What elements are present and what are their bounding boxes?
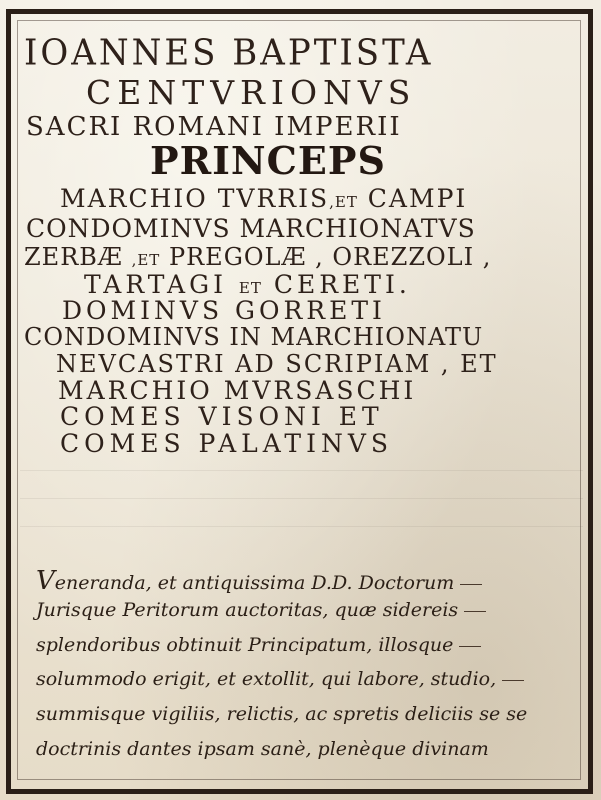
script-line: summisque vigiliis, relictis, ac spretis deliciis se se <box>36 703 528 725</box>
line-filler <box>460 584 482 585</box>
heading-line: CONDOMINVS MARCHIONATVS <box>26 214 476 243</box>
heading-line: CONDOMINVS IN MARCHIONATU <box>24 323 484 351</box>
heading-title: PRINCEPS <box>150 138 386 183</box>
line-filler <box>464 611 486 612</box>
heading-line: TARTAGI ET CERETI. <box>84 270 411 299</box>
heading-line: IOANNES BAPTISTA <box>24 32 434 74</box>
line-filler <box>459 646 481 647</box>
script-line: doctrinis dantes ipsam sanè, plenèque divinam <box>36 738 489 760</box>
heading-line: ZERBÆ ,ET PREGOLÆ , OREZZOLI , <box>24 243 492 271</box>
heading-line: MARCHIO TVRRIS,ET CAMPI <box>60 184 468 213</box>
heading-line: SACRI ROMANI IMPERII <box>26 112 402 142</box>
heading-line: NEVCASTRI AD SCRIPIAM , ET <box>56 350 498 378</box>
script-line: splendoribus obtinuit Principatum, illosque <box>36 636 556 655</box>
script-line: solummodo erigit, et extollit, qui labore, studio, <box>36 670 556 689</box>
heading-line: DOMINVS GORRETI <box>62 296 386 325</box>
line-filler <box>502 680 524 681</box>
heading-line: MARCHIO MVRSASCHI <box>58 376 417 405</box>
script-line: Jurisque Peritorum auctoritas, quæ sidereis <box>36 601 556 620</box>
decorated-initial: V <box>36 566 55 596</box>
heading-line: COMES VISONI ET <box>60 402 384 431</box>
heading-line: COMES PALATINVS <box>60 429 394 458</box>
script-line: Veneranda, et antiquissima D.D. Doctorum <box>36 568 556 594</box>
heading-line: CENTVRIONVS <box>86 73 417 112</box>
